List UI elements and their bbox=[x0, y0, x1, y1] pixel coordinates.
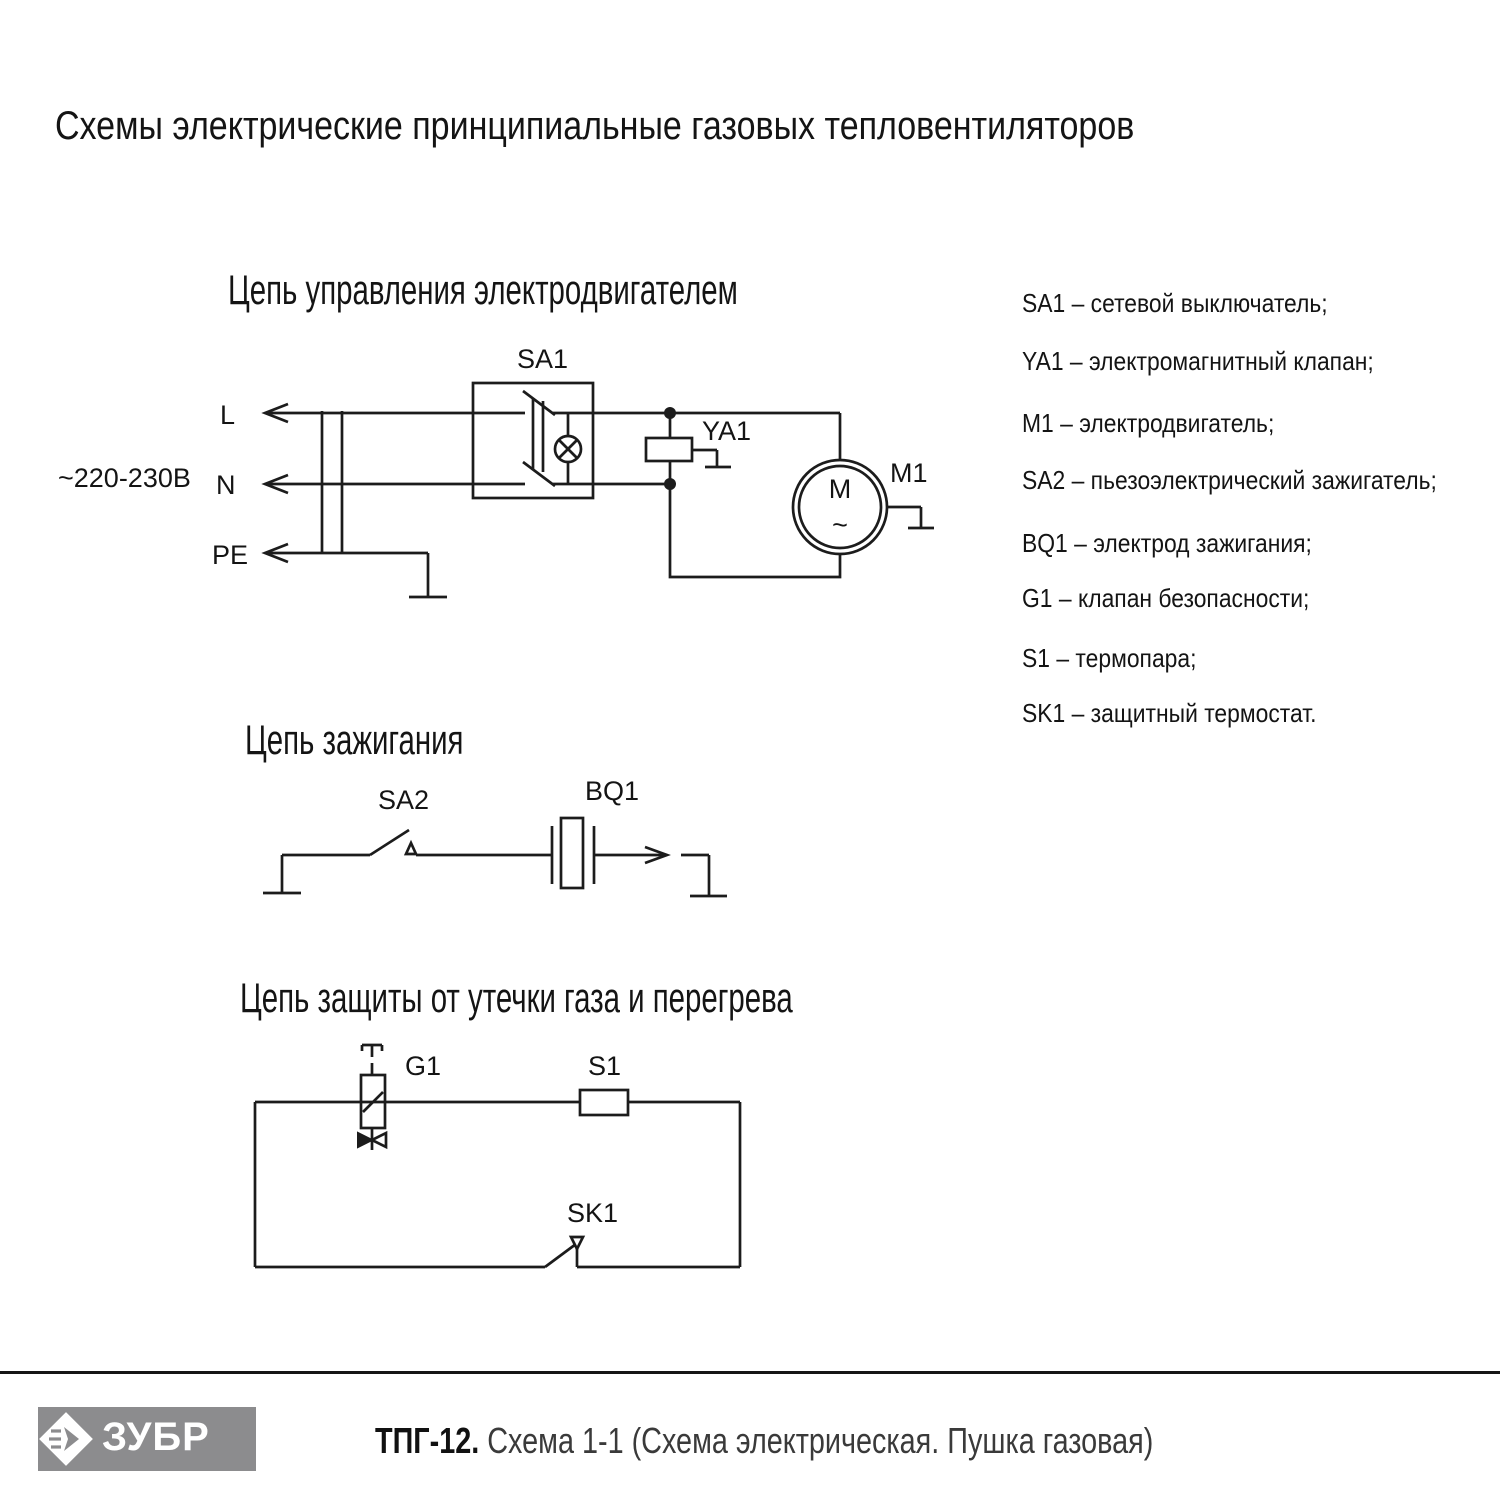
terminal-n-label: N bbox=[216, 470, 236, 500]
legend-item-sa1: SA1 – сетевой выключатель; bbox=[1022, 288, 1328, 318]
motor-letter: M bbox=[828, 474, 852, 504]
s1-thermocouple-symbol bbox=[580, 1090, 628, 1115]
legend-item-bq1: BQ1 – электрод зажигания; bbox=[1022, 528, 1312, 558]
s1-label: S1 bbox=[588, 1051, 622, 1081]
motor-wiring bbox=[670, 413, 840, 577]
footer-caption bbox=[375, 1420, 1153, 1462]
legend-item-ya1: YA1 – электромагнитный клапан; bbox=[1022, 346, 1374, 376]
ignition-right-ground bbox=[681, 855, 727, 896]
ignition-circuit-heading: Цепь зажигания bbox=[245, 716, 464, 763]
page-title: Схемы электрические принципиальные газовых тепловентиляторов bbox=[55, 104, 1135, 148]
sa1-label: SA1 bbox=[517, 344, 569, 374]
motor-ac-symbol: ~ bbox=[832, 510, 848, 540]
ignition-arrow bbox=[594, 847, 667, 863]
terminal-arrow-n bbox=[265, 475, 473, 493]
voltage-label: ~220-230В bbox=[58, 463, 191, 493]
footer-scheme-title: Схема 1-1 (Схема электрическая. Пушка газовая) bbox=[479, 1420, 1154, 1461]
control-circuit-heading: Цепь управления электродвигателем bbox=[228, 266, 738, 313]
legend-item-m1: M1 – электродвигатель; bbox=[1022, 408, 1275, 438]
connector-symbol bbox=[322, 411, 342, 554]
terminal-arrow-l bbox=[265, 404, 473, 422]
indicator-lamp-symbol bbox=[555, 413, 581, 484]
ya1-label: YA1 bbox=[702, 416, 752, 446]
legend-item-sk1: SK1 – защитный термостат. bbox=[1022, 698, 1317, 728]
bq1-label: BQ1 bbox=[585, 776, 640, 806]
m1-label: M1 bbox=[890, 458, 928, 488]
zubr-logo bbox=[38, 1407, 256, 1471]
terminal-l-label: L bbox=[220, 400, 236, 430]
terminal-pe-label: PE bbox=[212, 540, 249, 570]
control-circuit bbox=[58, 344, 934, 597]
sa2-switch-symbol bbox=[370, 830, 552, 855]
logo-arrow-icon bbox=[45, 1418, 87, 1460]
ignition-left-ground bbox=[263, 855, 370, 893]
sk1-label: SK1 bbox=[567, 1198, 619, 1228]
footer-model: ТПГ-12. bbox=[375, 1420, 480, 1461]
protection-circuit bbox=[255, 1045, 740, 1267]
sk1-thermostat-symbol bbox=[545, 1237, 583, 1267]
legend-item-s1: S1 – термопара; bbox=[1022, 643, 1197, 673]
bq1-electrode-symbol bbox=[552, 818, 594, 888]
ignition-circuit bbox=[263, 776, 727, 896]
protection-loop bbox=[255, 1102, 740, 1267]
protection-circuit-heading: Цепь защиты от утечки газа и перегрева bbox=[240, 974, 793, 1021]
g1-label: G1 bbox=[405, 1051, 442, 1081]
g1-valve-symbol bbox=[358, 1045, 386, 1150]
sa1-switch-symbol bbox=[473, 383, 840, 498]
legend-item-sa2: SA2 – пьезоэлектрический зажигатель; bbox=[1022, 465, 1437, 495]
footer-divider bbox=[0, 1371, 1500, 1374]
legend-item-g1: G1 – клапан безопасности; bbox=[1022, 583, 1310, 613]
sa2-label: SA2 bbox=[378, 785, 430, 815]
logo-wordmark: ЗУБР bbox=[102, 1415, 210, 1459]
terminal-arrow-pe bbox=[265, 544, 447, 597]
